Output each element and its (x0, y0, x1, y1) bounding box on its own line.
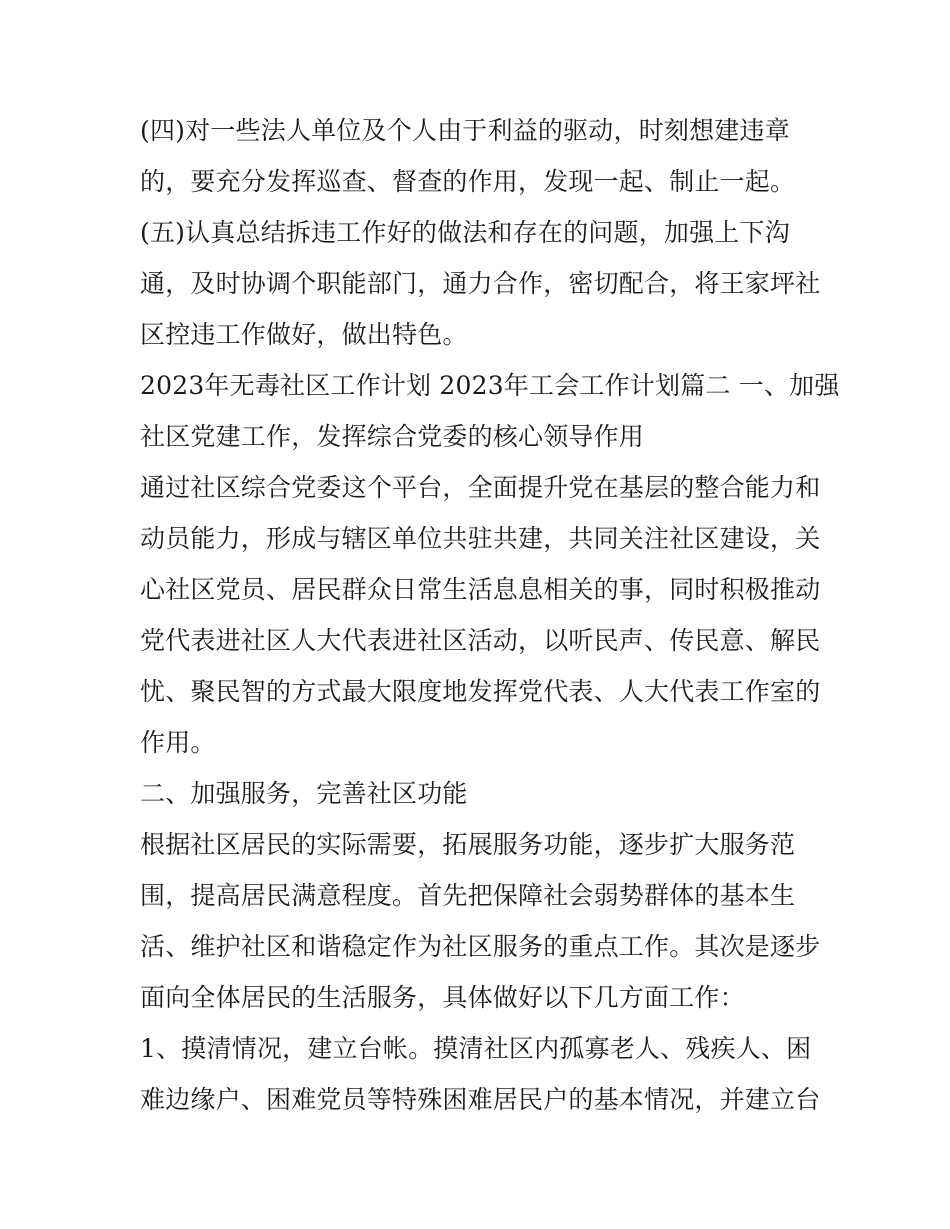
text-line: (四)对一些法人单位及个人由于利益的驱动，时刻想建违章 (140, 116, 790, 145)
text-line: 难边缘户、困难党员等特殊困难居民户的基本情况，并建立台 (140, 1085, 821, 1114)
text-line: 忧、聚民智的方式最大限度地发挥党代表、人大代表工作室的 (140, 677, 821, 706)
text-line: (五)认真总结拆违工作好的做法和存在的问题，加强上下沟 (140, 218, 790, 247)
text-line: 党代表进社区人大代表进社区活动，以听民声、传民意、解民 (140, 626, 821, 655)
document-body (140, 105, 840, 1125)
text-line: 2023年无毒社区工作计划 2023年工会工作计划篇二 一、加强 (140, 371, 840, 400)
text-line: 区控违工作做好，做出特色。 (140, 320, 468, 349)
text-line: 通过社区综合党委这个平台，全面提升党在基层的整合能力和 (140, 473, 821, 502)
section-heading: 二、加强服务，完善社区功能 (140, 779, 468, 808)
text-line: 作用。 (140, 728, 216, 757)
text-line: 根据社区居民的实际需要，拓展服务功能，逐步扩大服务范 (140, 830, 796, 859)
text-line: 动员能力，形成与辖区单位共驻共建，共同关注社区建设，关 (140, 524, 821, 553)
text-line: 心社区党员、居民群众日常生活息息相关的事，同时积极推动 (140, 575, 821, 604)
text-line: 1、摸清情况，建立台帐。摸清社区内孤寡老人、残疾人、困 (140, 1034, 812, 1063)
text-line: 面向全体居民的生活服务，具体做好以下几方面工作： (140, 983, 745, 1012)
text-line: 通，及时协调个职能部门，通力合作，密切配合，将王家坪社 (140, 269, 821, 298)
text-line: 围，提高居民满意程度。首先把保障社会弱势群体的基本生 (140, 881, 796, 910)
text-line: 社区党建工作，发挥综合党委的核心领导作用 (140, 422, 645, 451)
text-line: 活、维护社区和谐稳定作为社区服务的重点工作。其次是逐步 (140, 932, 821, 961)
text-line: 的，要充分发挥巡查、督查的作用，发现一起、制止一起。 (140, 167, 796, 196)
